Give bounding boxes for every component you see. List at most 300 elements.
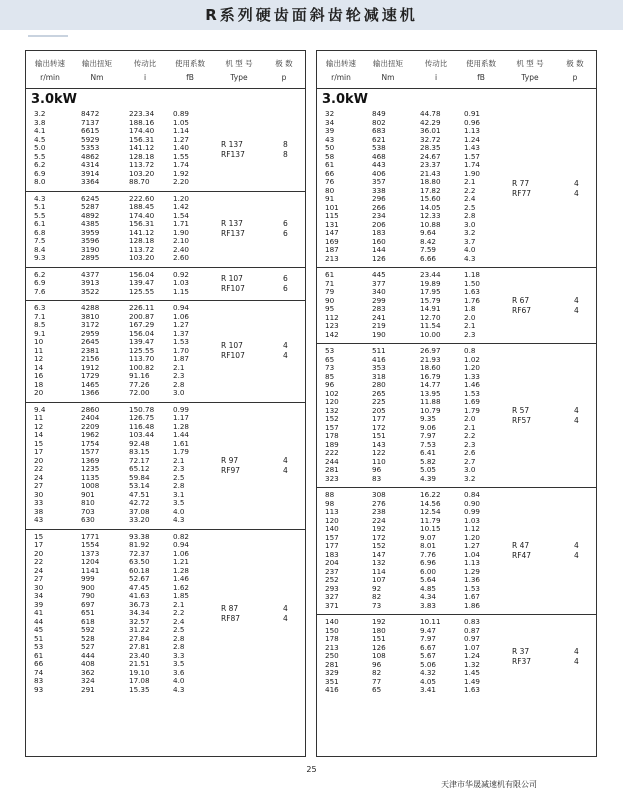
table-cell: 192: [372, 617, 386, 626]
table-cell: 9.06: [420, 422, 437, 432]
table-cell: 1.21: [173, 557, 190, 566]
table-cell: 30: [34, 489, 44, 499]
table-cell: 72.00: [129, 388, 150, 397]
table-cell: 2156: [81, 354, 100, 363]
table-cell: 5.5: [34, 210, 46, 220]
table-cell: 0.84: [464, 490, 481, 499]
table-cell: 1.44: [173, 430, 190, 439]
table-cell: 18: [34, 379, 44, 389]
table-cell: 2.20: [173, 177, 190, 186]
table-cell: 6.3: [34, 303, 46, 312]
model-type: R 137: [221, 140, 243, 150]
table-cell: 8472: [81, 109, 100, 118]
table-cell: 1.42: [173, 202, 190, 211]
header-label: 传动比: [424, 59, 448, 68]
table-cell: 2.3: [173, 371, 185, 380]
table-cell: 3.1: [173, 489, 185, 499]
table-cell: 2.1: [464, 177, 476, 186]
table-cell: 73: [325, 363, 335, 372]
table-cell: 5.5: [34, 151, 46, 161]
table-cell: 4.05: [420, 676, 437, 686]
table-cell: 3959: [81, 227, 100, 237]
table-cell: 42.72: [129, 498, 150, 507]
table-cell: 206: [372, 219, 386, 229]
table-cell: 1.27: [173, 320, 190, 329]
table-cell: 1.17: [173, 413, 190, 422]
table-cell: 27.84: [129, 633, 150, 643]
table-cell: 24: [34, 472, 44, 482]
table-cell: 9.64: [420, 228, 437, 237]
table-cell: 1.53: [464, 583, 481, 593]
table-cell: 1.13: [464, 558, 481, 567]
table-cell: 93: [34, 684, 44, 694]
table-cell: 41: [34, 608, 44, 617]
table-cell: 12: [34, 421, 44, 431]
table-cell: 280: [372, 380, 386, 389]
table-cell: 2.6: [464, 448, 476, 457]
table-cell: 1.15: [173, 286, 190, 296]
table-cell: 2.4: [173, 616, 185, 626]
table-cell: 3.0: [173, 388, 185, 397]
table-cell: 2.4: [464, 194, 476, 203]
table-cell: 213: [325, 253, 339, 263]
header-label: 输出扭矩: [82, 59, 112, 68]
table-cell: 20: [34, 548, 44, 558]
table-cell: 140: [325, 524, 339, 533]
table-cell: 189: [325, 439, 339, 449]
section-title: 3.0kW: [31, 92, 78, 107]
table-cell: 11: [34, 345, 44, 355]
model-column: [219, 192, 299, 267]
table-cell: 172: [372, 532, 386, 542]
table-cell: 703: [81, 506, 95, 516]
table-cell: 406: [372, 168, 386, 178]
table-cell: 17: [34, 447, 44, 456]
table-cell: 74: [34, 667, 44, 677]
table-cell: 7.5: [34, 236, 46, 245]
table-cell: 172: [372, 422, 386, 432]
stage-count: 6: [283, 273, 288, 283]
stage-count: 4: [574, 178, 579, 188]
table-cell: 6.96: [420, 558, 437, 567]
table-cell: 4.3: [173, 515, 185, 524]
table-cell: 188.16: [129, 117, 155, 127]
table-cell: 27.81: [129, 642, 150, 651]
table-cell: 4892: [81, 210, 100, 220]
table-cell: 60.18: [129, 565, 150, 575]
table-cell: 528: [81, 633, 95, 643]
table-cell: 34: [34, 591, 44, 600]
table-cell: 3.2: [464, 228, 476, 237]
table-cell: 83: [372, 473, 382, 483]
table-cell: 697: [81, 599, 95, 609]
table-cell: 3522: [81, 286, 100, 296]
table-cell: 8.5: [34, 320, 46, 329]
table-cell: 0.97: [464, 634, 481, 643]
table-cell: 77: [372, 676, 382, 686]
table-cell: 53: [34, 642, 44, 651]
table-cell: 3.6: [173, 667, 185, 677]
model-type: RF57: [512, 415, 532, 425]
table-cell: 93.38: [129, 531, 150, 541]
table-cell: 1366: [81, 388, 100, 397]
table-cell: 351: [325, 676, 339, 686]
table-cell: 2.8: [464, 211, 476, 220]
table-cell: 13.95: [420, 388, 441, 398]
model-type: R 137: [221, 219, 243, 228]
table-cell: 3172: [81, 320, 100, 329]
header-unit: Nm: [381, 73, 395, 82]
table-cell: 14.91: [420, 304, 441, 313]
table-cell: 6.00: [420, 566, 437, 576]
table-cell: 92: [372, 583, 382, 593]
table-cell: 139.47: [129, 337, 155, 346]
table-cell: 621: [372, 134, 386, 144]
header-label: 输出扭矩: [373, 59, 403, 68]
table-cell: 61: [325, 160, 335, 169]
table-cell: 4.5: [34, 134, 46, 144]
table-cell: 88.70: [129, 177, 150, 186]
table-cell: 14.77: [420, 380, 441, 389]
table-cell: 5929: [81, 134, 100, 144]
table-cell: 226.11: [129, 303, 155, 312]
table-cell: 31.22: [129, 625, 150, 634]
table-cell: 27: [34, 574, 44, 583]
table-cell: 36.73: [129, 599, 150, 609]
table-cell: 1008: [81, 481, 100, 490]
table-cell: 1465: [81, 379, 100, 389]
table-cell: 0.8: [464, 346, 476, 355]
table-cell: 3.2: [34, 109, 46, 118]
table-cell: 4385: [81, 219, 100, 228]
table-cell: 183: [325, 549, 339, 559]
table-cell: 5.05: [420, 465, 437, 474]
table-cell: 52.67: [129, 574, 150, 583]
table-cell: 2.1: [173, 362, 185, 372]
table-cell: 174.40: [129, 126, 155, 135]
model-type: RF47: [512, 551, 532, 560]
table-cell: 11.54: [420, 321, 441, 330]
table-cell: 9.1: [34, 328, 46, 338]
table-cell: 900: [81, 582, 95, 592]
model-type: RF137: [221, 229, 245, 238]
table-cell: 116.48: [129, 421, 155, 431]
model-column: [510, 488, 590, 614]
table-cell: 92.48: [129, 438, 150, 448]
stage-count: 6: [283, 219, 288, 228]
table-cell: 1.69: [464, 397, 481, 406]
table-cell: 3364: [81, 177, 100, 186]
table-cell: 10.00: [420, 329, 441, 339]
table-cell: 1.53: [173, 337, 190, 346]
table-cell: 1.27: [464, 541, 481, 550]
header-label: 使用系数: [466, 59, 496, 68]
table-cell: 2.8: [173, 633, 185, 643]
table-cell: 213: [325, 642, 339, 652]
table-cell: 1.45: [464, 668, 481, 677]
table-cell: 72.37: [129, 548, 150, 558]
table-cell: 1.06: [173, 311, 190, 321]
table-cell: 444: [81, 650, 95, 660]
table-cell: 4.3: [464, 253, 476, 263]
table-cell: 112: [325, 312, 339, 322]
table-cell: 17: [34, 540, 44, 549]
table-cell: 147: [325, 228, 339, 237]
model-column: [510, 615, 590, 699]
table-cell: 2.3: [173, 464, 185, 473]
table-cell: 14: [34, 362, 44, 372]
table-cell: 15: [34, 438, 44, 448]
table-cell: 2.0: [464, 312, 476, 322]
table-cell: 21.93: [420, 354, 441, 364]
table-cell: 2.7: [464, 456, 476, 466]
table-cell: 113.72: [129, 160, 155, 169]
table-cell: 6615: [81, 126, 100, 135]
header-label: 极 数: [275, 59, 293, 68]
table-cell: 2.2: [173, 608, 185, 617]
table-cell: 3.0: [464, 465, 476, 474]
model-type: R 57: [512, 405, 530, 415]
table-cell: 10.88: [420, 219, 441, 229]
table-cell: 416: [372, 354, 386, 364]
table-cell: 1141: [81, 565, 100, 575]
table-cell: 0.87: [464, 625, 481, 635]
model-type: R 107: [221, 273, 243, 283]
table-cell: 0.99: [464, 507, 481, 516]
table-cell: 362: [81, 667, 95, 677]
table-cell: 1554: [81, 540, 100, 549]
table-cell: 250: [325, 651, 339, 660]
table-cell: 47.45: [129, 582, 150, 592]
table-cell: 252: [325, 575, 339, 584]
table-cell: 1.63: [464, 287, 481, 296]
table-cell: 1.85: [173, 591, 190, 600]
table-cell: 1962: [81, 430, 100, 439]
stage-count: 4: [283, 603, 288, 613]
table-cell: 16.79: [420, 371, 441, 381]
table-cell: 1.33: [464, 371, 481, 381]
table-cell: 17.82: [420, 185, 441, 195]
table-cell: 3914: [81, 168, 100, 178]
table-cell: 12.33: [420, 211, 441, 220]
table-cell: 125.55: [129, 345, 155, 355]
table-cell: 1.14: [173, 126, 190, 135]
model-type: RF97: [221, 465, 241, 475]
table-cell: 139.47: [129, 278, 155, 287]
table-cell: 323: [325, 473, 339, 483]
table-cell: 225: [372, 397, 386, 406]
table-cell: 38: [34, 506, 44, 516]
table-cell: 2.10: [173, 236, 190, 245]
header-unit: Type: [230, 73, 248, 82]
table-cell: 1.06: [173, 548, 190, 558]
table-cell: 125.55: [129, 286, 155, 296]
table-cell: 3190: [81, 244, 100, 254]
table-cell: 3913: [81, 278, 100, 287]
model-type: R 47: [512, 541, 530, 550]
table-cell: 1.37: [173, 328, 190, 338]
table-cell: 2.40: [173, 244, 190, 254]
table-cell: 14.56: [420, 498, 441, 508]
model-type: RF87: [221, 613, 241, 623]
table-cell: 1.79: [464, 405, 481, 415]
table-cell: 1.24: [464, 651, 481, 660]
header-unit: fB: [186, 73, 194, 82]
table-cell: 120: [325, 397, 339, 406]
model-column: [510, 110, 590, 267]
stage-count: 4: [574, 305, 579, 315]
table-cell: 1.74: [173, 160, 190, 169]
model-type: RF37: [512, 656, 532, 666]
table-cell: 511: [372, 346, 386, 355]
table-cell: 61: [325, 270, 335, 279]
header-label: 使用系数: [175, 59, 205, 68]
table-cell: 178: [325, 634, 339, 643]
table-cell: 5.0: [34, 143, 46, 152]
model-type: RF107: [221, 283, 245, 293]
table-cell: 1.20: [173, 193, 190, 203]
table-cell: 98: [325, 498, 335, 508]
stage-count: 8: [283, 150, 288, 160]
section-title: 3.0kW: [322, 92, 369, 107]
table-cell: 3810: [81, 311, 100, 321]
table-cell: 1.63: [464, 685, 481, 694]
table-cell: 1.03: [173, 278, 190, 287]
table-cell: 241: [372, 312, 386, 322]
table-cell: 77.26: [129, 379, 150, 389]
table-cell: 50: [325, 143, 335, 152]
table-cell: 357: [372, 177, 386, 186]
table-cell: 123: [325, 321, 339, 330]
model-column: [219, 403, 299, 529]
table-cell: 88: [325, 490, 335, 499]
model-type: R 67: [512, 295, 530, 305]
table-cell: 281: [325, 465, 339, 474]
table-cell: 82: [372, 592, 382, 601]
table-cell: 157: [325, 532, 339, 542]
table-cell: 1.02: [464, 354, 481, 364]
table-cell: 443: [372, 160, 386, 169]
table-cell: 1.05: [173, 117, 190, 127]
table-cell: 10.15: [420, 524, 441, 533]
table-cell: 61: [34, 650, 44, 660]
table-cell: 0.82: [173, 531, 190, 541]
table-cell: 1.32: [464, 659, 481, 669]
table-cell: 0.90: [464, 498, 481, 508]
table-cell: 169: [325, 236, 339, 246]
table-cell: 91: [325, 194, 335, 203]
table-cell: 6.1: [34, 219, 46, 228]
table-cell: 0.94: [173, 303, 190, 312]
stage-count: 4: [574, 295, 579, 305]
table-cell: 1.62: [173, 582, 190, 592]
table-cell: 5.06: [420, 659, 437, 669]
table-cell: 371: [325, 600, 339, 610]
table-cell: 1.50: [464, 278, 481, 288]
table-cell: 265: [372, 388, 386, 398]
table-cell: 103.20: [129, 253, 155, 262]
table-cell: 15: [34, 531, 44, 541]
table-cell: 152: [325, 414, 339, 423]
table-cell: 43: [325, 134, 335, 144]
table-cell: 901: [81, 489, 95, 499]
table-cell: 329: [325, 668, 339, 677]
table-cell: 33.20: [129, 515, 150, 524]
table-cell: 2860: [81, 404, 100, 414]
table-cell: 83: [34, 676, 44, 685]
table-cell: 291: [81, 684, 95, 694]
table-cell: 24: [34, 565, 44, 575]
table-cell: 10.11: [420, 617, 441, 626]
table-cell: 126.75: [129, 413, 155, 422]
table-cell: 2.0: [464, 414, 476, 423]
table-cell: 3.41: [420, 685, 437, 694]
table-cell: 0.83: [464, 617, 481, 626]
table-cell: 65: [325, 354, 335, 364]
table-cell: 5.64: [420, 575, 437, 584]
table-cell: 6.2: [34, 269, 46, 279]
table-cell: 6.67: [420, 642, 437, 652]
table-cell: 1.70: [173, 345, 190, 355]
table-cell: 222.60: [129, 193, 155, 203]
table-cell: 20: [34, 455, 44, 465]
table-cell: 1.87: [173, 354, 190, 363]
decorative-rule: [28, 35, 68, 37]
table-cell: 47.51: [129, 489, 150, 499]
stage-count: 8: [283, 140, 288, 150]
table-cell: 1.27: [173, 134, 190, 144]
table-cell: 281: [325, 659, 339, 669]
table-cell: 71: [325, 278, 335, 288]
data-group: [26, 191, 305, 267]
table-cell: 66: [325, 168, 335, 178]
table-cell: 296: [372, 194, 386, 203]
table-cell: 7.6: [34, 286, 46, 296]
table-cell: 0.92: [173, 269, 190, 279]
data-group: [26, 110, 305, 191]
table-cell: 190: [372, 329, 386, 339]
table-cell: 81.92: [129, 540, 150, 549]
table-cell: 4314: [81, 160, 100, 169]
table-cell: 8.01: [420, 541, 437, 550]
table-cell: 156.31: [129, 134, 155, 144]
table-cell: 15.35: [129, 684, 150, 694]
stage-count: 4: [574, 405, 579, 415]
table-cell: 32.72: [420, 134, 441, 144]
table-cell: 85: [325, 371, 335, 381]
table-cell: 3.8: [34, 117, 46, 127]
table-cell: 53.14: [129, 481, 150, 490]
table-cell: 1.61: [173, 438, 190, 448]
table-cell: 353: [372, 363, 386, 372]
table-cell: 18.60: [420, 363, 441, 372]
table-cell: 234: [372, 211, 386, 220]
table-cell: 177: [325, 541, 339, 550]
table-cell: 22: [34, 464, 44, 473]
model-column: [219, 268, 299, 301]
table-cell: 2.1: [464, 321, 476, 330]
table-cell: 2895: [81, 253, 100, 262]
model-type: R 87: [221, 603, 239, 613]
table-cell: 244: [325, 456, 339, 466]
table-cell: 1.07: [464, 642, 481, 652]
table-cell: 11: [34, 413, 44, 422]
table-cell: 128.18: [129, 151, 155, 161]
table-cell: 0.96: [464, 117, 481, 127]
table-cell: 131: [325, 219, 339, 229]
header-unit: i: [143, 73, 147, 82]
table-cell: 65.12: [129, 464, 150, 473]
